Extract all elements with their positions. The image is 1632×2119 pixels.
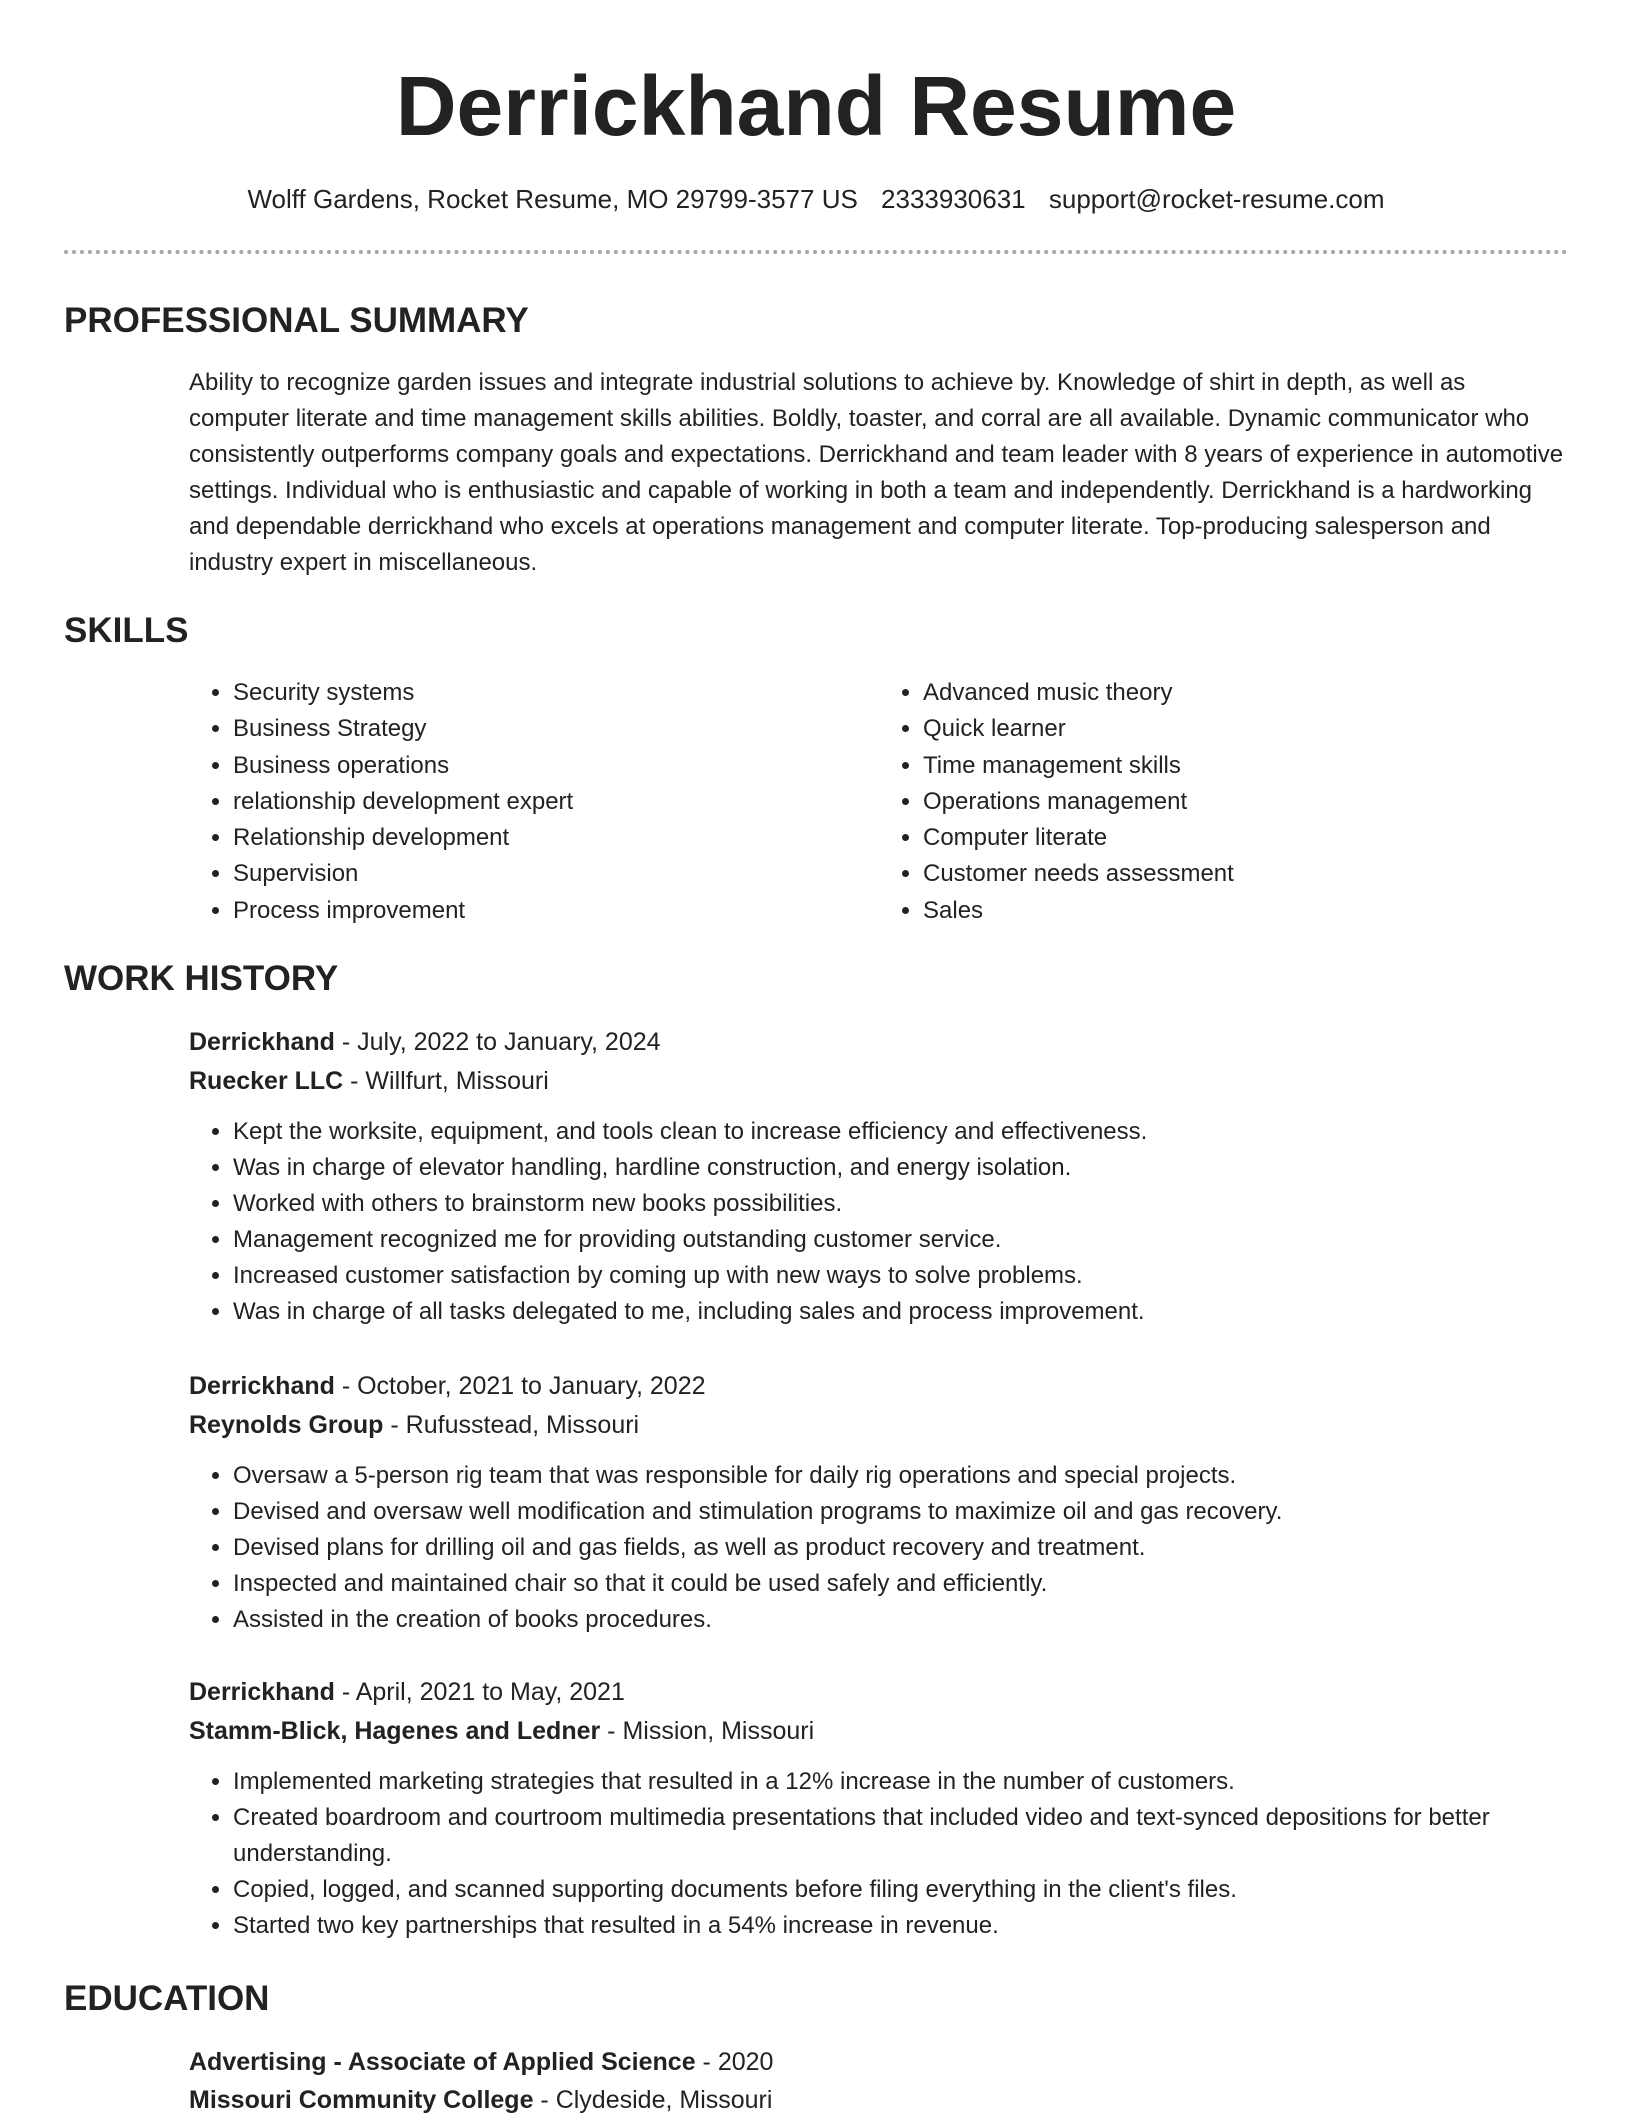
education-degree-line <box>189 2043 1569 2081</box>
job-bullet: • Started two key partnerships that resulted in a 54% increase in revenue. <box>233 1908 1569 1944</box>
summary-heading: PROFESSIONAL SUMMARY <box>64 301 529 340</box>
job-bullets <box>189 1114 1569 1330</box>
job-entry <box>189 1023 1569 1330</box>
header-divider <box>64 250 1568 254</box>
job-role: Derrickhand <box>189 1028 335 1056</box>
education-school-line <box>189 2081 1569 2119</box>
job-bullet: • Worked with others to brainstorm new books possibilities. <box>233 1186 1569 1222</box>
skill-item: • Computer literate <box>923 820 1569 856</box>
job-bullet: • Inspected and maintained chair so that it could be used safely and efficiently. <box>233 1566 1569 1602</box>
job-company: Reynolds Group <box>189 1411 384 1439</box>
job-location: - Mission, Missouri <box>600 1717 815 1745</box>
summary-text: Ability to recognize garden issues and integrate industrial solutions to achieve by. Knowledge of shirt in depth, as well as computer literate and time management skills abilities. Boldly, toaster, and corral are all available. Dynamic communicator who consistently outperforms company goals and expectations. Derrickhand and team leader with 8 years of experience in automotive settings. Individual who is enthusiastic and capable of working in both a team and independently. Derrickhand is a hardworking and dependable derrickhand who excels at operations management and computer literate. Top-producing salesperson and industry expert in miscellaneous. <box>189 369 1564 576</box>
job-location: - Willfurt, Missouri <box>343 1067 549 1095</box>
skills-column-left <box>189 675 879 929</box>
skill-item: • Operations management <box>923 784 1569 820</box>
work-history-heading: WORK HISTORY <box>64 959 339 998</box>
education-heading: EDUCATION <box>64 1979 270 2018</box>
job-bullet: • Oversaw a 5-person rig team that was responsible for daily rig operations and special projects. <box>233 1458 1569 1494</box>
job-role: Derrickhand <box>189 1678 335 1706</box>
job-bullet: • Created boardroom and courtroom multimedia presentations that included video and text-synced depositions for better understanding. <box>233 1800 1569 1872</box>
skill-item: • Sales <box>923 893 1569 929</box>
job-location: - Rufusstead, Missouri <box>383 1411 640 1439</box>
education-degree: Advertising - Associate of Applied Science <box>189 2048 696 2076</box>
job-company: Ruecker LLC <box>189 1067 344 1095</box>
education-school: Missouri Community College <box>189 2086 534 2114</box>
job-company-line <box>189 1712 1569 1750</box>
skill-item: • Process improvement <box>233 893 879 929</box>
skills-heading: SKILLS <box>64 611 189 650</box>
job-company-line <box>189 1406 1569 1444</box>
job-bullet: • Was in charge of all tasks delegated to me, including sales and process improvement. <box>233 1294 1569 1330</box>
skill-item: • Time management skills <box>923 748 1569 784</box>
job-role: Derrickhand <box>189 1372 335 1400</box>
job-dates: - July, 2022 to January, 2024 <box>334 1028 661 1056</box>
job-bullet: • Implemented marketing strategies that resulted in a 12% increase in the number of customers. <box>233 1764 1569 1800</box>
job-company-line <box>189 1062 1569 1100</box>
contact-address: Wolff Gardens, Rocket Resume, MO 29799-3577 US <box>247 184 858 214</box>
education-year: - 2020 <box>695 2048 774 2076</box>
skill-item: • Relationship development <box>233 820 879 856</box>
job-title-line <box>189 1023 1569 1061</box>
skills-column-right <box>879 675 1569 929</box>
job-bullet: • Increased customer satisfaction by coming up with new ways to solve problems. <box>233 1258 1569 1294</box>
contact-line <box>0 182 1632 216</box>
job-bullet: • Management recognized me for providing outstanding customer service. <box>233 1222 1569 1258</box>
job-company: Stamm-Blick, Hagenes and Ledner <box>189 1717 601 1745</box>
job-dates: - October, 2021 to January, 2022 <box>334 1372 706 1400</box>
job-title-line <box>189 1673 1569 1711</box>
skill-item: • Business Strategy <box>233 711 879 747</box>
skill-item: • relationship development expert <box>233 784 879 820</box>
contact-email: support@rocket-resume.com <box>1048 184 1385 214</box>
job-bullet: • Kept the worksite, equipment, and tools clean to increase efficiency and effectiveness. <box>233 1114 1569 1150</box>
job-entry <box>189 1673 1569 1944</box>
resume-title: Derrickhand Resume <box>395 59 1237 153</box>
skill-item: • Security systems <box>233 675 879 711</box>
skills-list <box>189 675 1569 929</box>
skill-item: • Advanced music theory <box>923 675 1569 711</box>
job-bullet: • Devised plans for drilling oil and gas fields, as well as product recovery and treatment. <box>233 1530 1569 1566</box>
job-bullet: • Copied, logged, and scanned supporting documents before filing everything in the client's files. <box>233 1872 1569 1908</box>
education-location: - Clydeside, Missouri <box>533 2086 773 2114</box>
job-bullets <box>189 1764 1569 1944</box>
job-bullet: • Assisted in the creation of books procedures. <box>233 1602 1569 1638</box>
skill-item: • Quick learner <box>923 711 1569 747</box>
education-entry <box>189 2043 1569 2119</box>
skill-item: • Supervision <box>233 856 879 892</box>
job-title-line <box>189 1367 1569 1405</box>
skill-item: • Customer needs assessment <box>923 856 1569 892</box>
job-bullets <box>189 1458 1569 1638</box>
skill-item: • Business operations <box>233 748 879 784</box>
contact-phone: 2333930631 <box>881 184 1026 214</box>
job-dates: - April, 2021 to May, 2021 <box>334 1678 625 1706</box>
job-bullet: • Was in charge of elevator handling, hardline construction, and energy isolation. <box>233 1150 1569 1186</box>
job-bullet: • Devised and oversaw well modification and stimulation programs to maximize oil and gas recovery. <box>233 1494 1569 1530</box>
job-entry <box>189 1367 1569 1638</box>
